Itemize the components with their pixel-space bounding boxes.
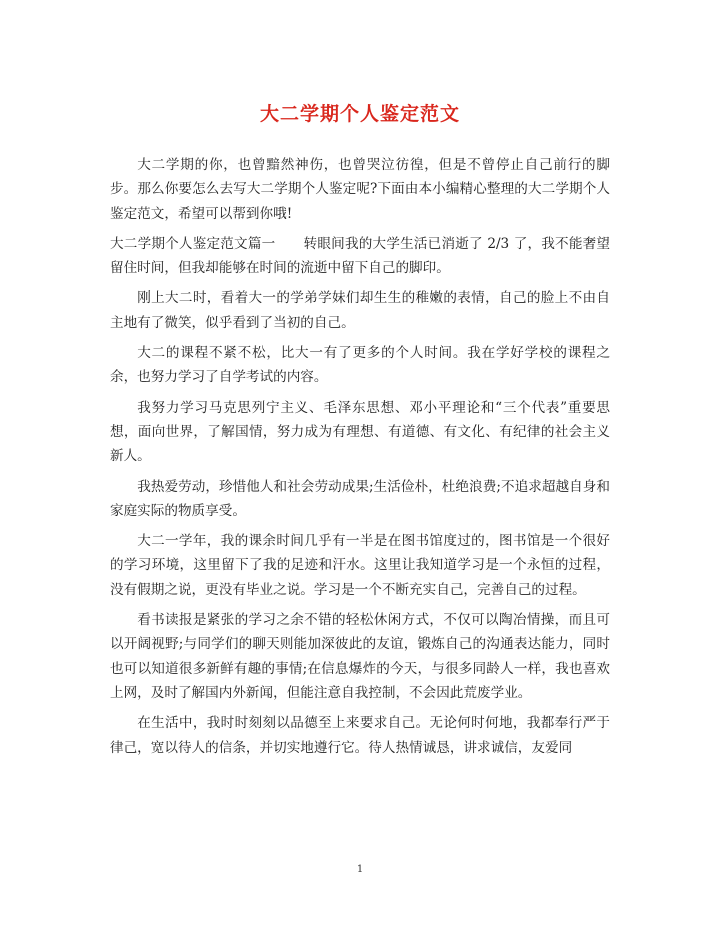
document-title: 大二学期个人鉴定范文 [259, 103, 460, 125]
body-paragraph-6: 看书读报是紧张的学习之余不错的轻松休闲方式，不仅可以陶冶情操，而且可以开阔视野;与同学们的聊天则能加深彼此的友谊，锻炼自己的沟通表达能力，同时也可以知道很多新鲜有趣的事情;在信息爆炸的今天，与很多同龄人一样，我也喜欢上网，及时了解国内外新闻，但能注意自我控制，不会因此荒废学业。 [110, 612, 610, 701]
body-paragraph-1: 刚上大二时，看着大一的学弟学妹们却生生的稚嫩的表情，自己的脸上不由自主地有了微笑，似乎看到了当初的自己。 [110, 290, 610, 331]
intro-paragraph: 大二学期的你，也曾黯然神伤，也曾哭泣彷徨，但是不曾停止自己前行的脚步。那么你要怎么去写大二学期个人鉴定呢?下面由本小编精心整理的大二学期个人鉴定范文，希望可以帮到你哦! [110, 157, 610, 222]
body-paragraph-7: 在生活中，我时时刻刻以品德至上来要求自己。无论何时何地，我都奉行严于律己，宽以待人的信条，并切实地遵行它。待人热情诚恳，讲求诚信，友爱同 [110, 715, 610, 756]
section-first-text: 转眼间我的大学生活已消逝了 2/3 了，我不能奢望留住时间，但我却能够在时间的流逝中留下自己的脚印。 [110, 235, 611, 277]
page-number: 1 [356, 864, 364, 875]
body-paragraph-4: 我热爱劳动，珍惜他人和社会劳动成果;生活俭朴，杜绝浪费;不追求超越自身和家庭实际的物质享受。 [110, 478, 610, 519]
section-heading: 大二学期个人鉴定范文篇一 [110, 235, 276, 252]
body-paragraph-3: 我努力学习马克思列宁主义、毛泽东思想、邓小平理论和“三个代表”重要思想，面向世界，了解国情，努力成为有理想、有道德、有文化、有纪律的社会主义新人。 [110, 399, 610, 465]
document-body [110, 153, 610, 766]
body-paragraph-5: 大二一学年，我的课余时间几乎有一半是在图书馆度过的，图书馆是一个很好的学习环境，这里留下了我的足迹和汗水。这里让我知道学习是一个永恒的过程，没有假期之说，更没有毕业之说。学习是一个不断充实自己，完善自己的过程。 [110, 533, 610, 598]
section-paragraph [110, 232, 610, 281]
body-paragraph-2: 大二的课程不紧不松，比大一有了更多的个人时间。我在学好学校的课程之余，也努力学习了自学考试的内容。 [110, 345, 610, 386]
